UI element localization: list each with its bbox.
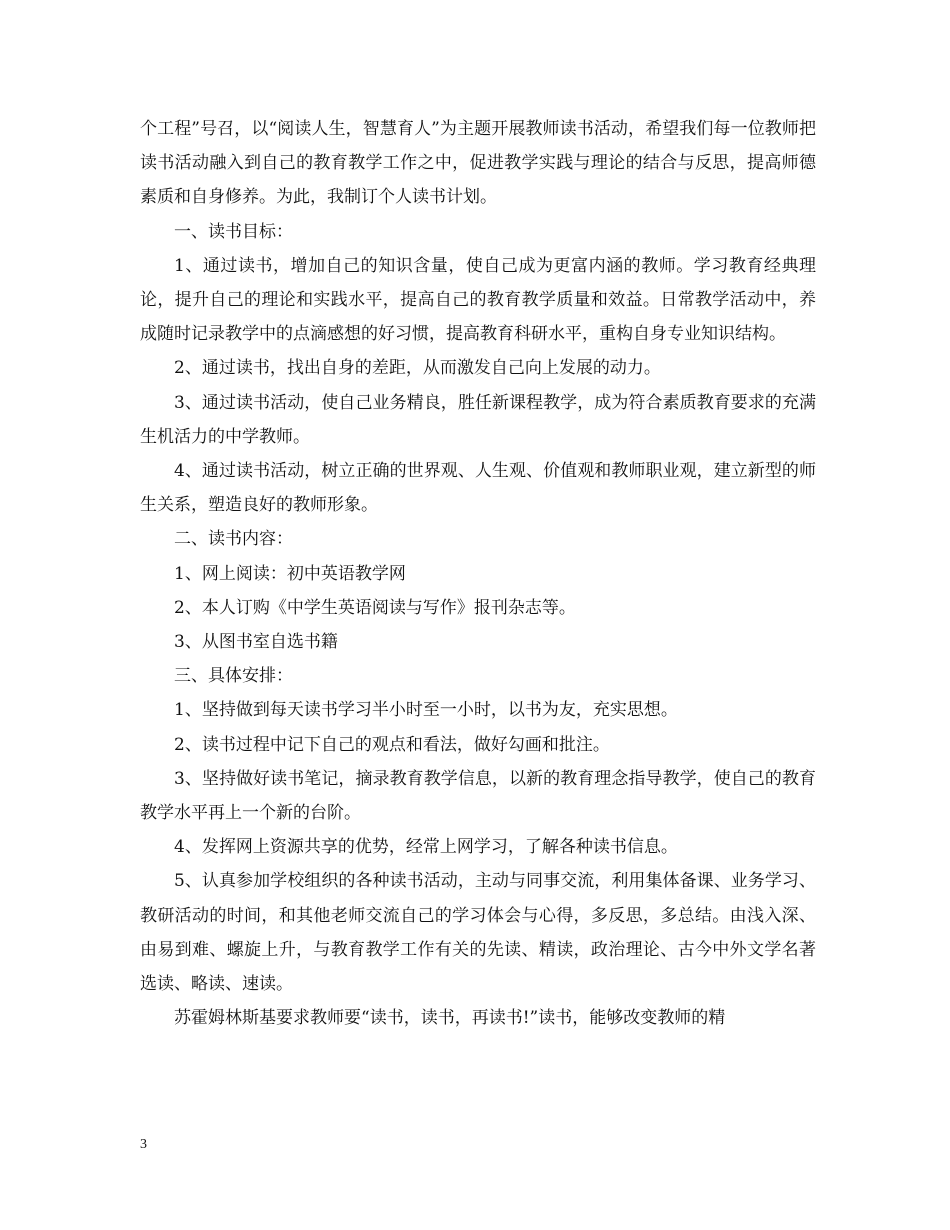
paragraph-goal-4: 4、通过读书活动，树立正确的世界观、人生观、价值观和教师职业观，建立新型的师生关系，塑造良好的教师形象。: [140, 461, 816, 516]
paragraph-closing: 苏霍姆林斯基要求教师要“读书，读书，再读书!”读书，能够改变教师的精: [174, 1008, 726, 1029]
paragraph-content-3: 3、从图书室自选书籍: [174, 632, 338, 653]
paragraph-goal-1: 1、通过读书，增加自己的知识含量，使自己成为更富内涵的教师。学习教育经典理论，提升自己的理论和实践水平，提高自己的教育教学质量和效益。日常教学活动中，养成随时记录教学中的点滴感想的好习惯，提高教育科研水平，重构自身专业知识结构。: [140, 255, 816, 345]
heading-reading-content: 二、读书内容：: [174, 529, 293, 550]
paragraph-arrangement-2: 2、读书过程中记下自己的观点和看法，做好勾画和批注。: [174, 734, 610, 755]
paragraph-goal-3: 3、通过读书活动，使自己业务精良，胜任新课程教学，成为符合素质教育要求的充满生机活力的中学教师。: [140, 392, 816, 447]
document-body: [140, 112, 816, 1035]
paragraph-content-1: 1、网上阅读：初中英语教学网: [174, 563, 406, 584]
paragraph-arrangement-1: 1、坚持做到每天读书学习半小时至一小时，以书为友，充实思想。: [174, 700, 678, 721]
paragraph-arrangement-3: 3、坚持做好读书笔记，摘录教育教学信息，以新的教育理念指导教学，使自己的教育教学水平再上一个新的台阶。: [140, 768, 816, 824]
heading-reading-goals: 一、读书目标：: [174, 221, 293, 242]
paragraph-intro-continued: 个工程”号召，以“阅读人生，智慧育人”为主题开展教师读书活动，希望我们每一位教师把读书活动融入到自己的教育教学工作之中，促进教学实践与理论的结合与反思，提高师德素质和自身修养。为此，我制订个人读书计划。: [140, 119, 816, 208]
page-number: 3: [140, 1137, 147, 1152]
paragraph-content-2: 2、本人订购《中学生英语阅读与写作》报刊杂志等。: [174, 597, 576, 618]
paragraph-arrangement-5: 5、认真参加学校组织的各种读书活动，主动与同事交流，利用集体备课、业务学习、教研活动的时间，和其他老师交流自己的学习体会与心得，多反思，多总结。由浅入深、由易到难、螺旋上升，与教育教学工作有关的先读、精读，政治理论、古今中外文学名著选读、略读、速读。: [140, 871, 816, 995]
paragraph-arrangement-4: 4、发挥网上资源共享的优势，经常上网学习，了解各种读书信息。: [174, 837, 678, 858]
paragraph-goal-2: 2、通过读书，找出自身的差距，从而激发自己向上发展的动力。: [174, 358, 661, 379]
heading-arrangements: 三、具体安排：: [174, 666, 293, 687]
